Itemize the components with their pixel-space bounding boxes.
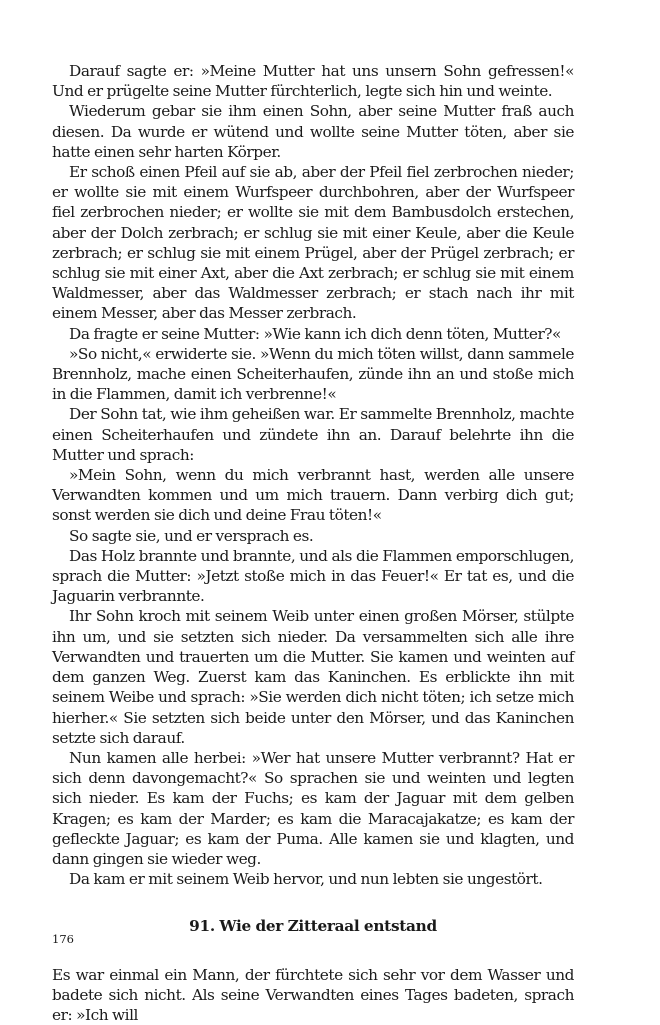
- paragraph: Ihr Sohn kroch mit seinem Weib unter einen großen Mörser, stülpte ihn um, und sie setzten sich nieder. Da versammelten sich alle ihre Verwandten und trauerten um die Mutter. Sie kamen und weinten auf dem ganzen Weg. Zuerst kam das Kaninchen. Es erblickte ihn mit seinem Weibe und sprach: »Sie werden dich nicht töten; ich setze mich hierher.« Sie setzten sich beide unter den Mörser, und das Kaninchen setzte sich darauf.: [52, 607, 574, 747]
- paragraph: »Mein Sohn, wenn du mich verbrannt hast, werden alle unsere Verwandten kommen und um mich trauern. Dann verbirg dich gut; sonst werden sie dich und deine Frau töten!«: [52, 466, 574, 525]
- paragraph: Da fragte er seine Mutter: »Wie kann ich dich denn töten, Mutter?«: [69, 324, 561, 343]
- page-body: [52, 61, 574, 1025]
- paragraph: Das Holz brannte und brannte, und als die Flammen emporschlugen, sprach die Mutter: »Jetzt stoße mich in das Feuer!« Er tat es, und die Jaguarin verbrannte.: [52, 546, 574, 606]
- page-number: 176: [52, 932, 74, 946]
- paragraph: Nun kamen alle herbei: »Wer hat unsere Mutter verbrannt? Hat er sich denn davongemacht?« So sprachen sie und weinten und legten sich nieder. Es kam der Fuchs; es kam der Jaguar mit dem gelben Kragen; es kam der Marder; es kam die Maracajakatze; es kam der gefleckte Jaguar; es kam der Puma. Alle kamen sie und klagten, und dann gingen sie wieder weg.: [52, 748, 574, 868]
- paragraph: Darauf sagte er: »Meine Mutter hat uns unsern Sohn gefressen!« Und er prügelte seine Mutter fürchterlich, legte sich hin und weinte.: [52, 62, 574, 101]
- paragraph: »So nicht,« erwiderte sie. »Wenn du mich töten willst, dann sammele Brennholz, mache einen Scheiterhaufen, zünde ihn an und stoße mich in die Flammen, damit ich verbrenne!«: [52, 344, 574, 404]
- paragraph: Er schoß einen Pfeil auf sie ab, aber der Pfeil fiel zerbrochen nieder; er wollte sie mit einem Wurfspeer durchbohren, aber der Wurfspeer fiel zerbrochen nieder; er wollte sie mit dem Bambusdolch erstechen, aber der Dolch zerbrach; er schlug sie mit einer Keule, aber die Keule zerbrach; er schlug sie mit einem Prügel, aber der Prügel zerbrach; er schlug sie mit einer Axt, aber die Axt zerbrach; er schlug sie mit einem Waldmesser, aber das Waldmesser zerbrach; er stach nach ihr mit einem Messer, aber das Messer zerbrach.: [52, 163, 574, 323]
- paragraph: So sagte sie, und er versprach es.: [69, 526, 314, 545]
- paragraph: Wiederum gebar sie ihm einen Sohn, aber seine Mutter fraß auch diesen. Da wurde er wütend und wollte seine Mutter töten, aber sie hatte einen sehr harten Körper.: [52, 102, 574, 161]
- paragraph: Da kam er mit seinem Weib hervor, und nun lebten sie ungestört.: [69, 870, 543, 889]
- section-heading: 91. Wie der Zitteraal entstand: [189, 917, 437, 936]
- paragraph: Der Sohn tat, wie ihm geheißen war. Er sammelte Brennholz, machte einen Scheiterhaufen und zündete ihn an. Darauf belehrte ihn die Mutter und sprach:: [52, 405, 574, 464]
- section-paragraph: Es war einmal ein Mann, der fürchtete sich sehr vor dem Wasser und badete sich nicht. Als seine Verwandten eines Tages badeten, sprach er: »Ich will: [52, 965, 574, 1024]
